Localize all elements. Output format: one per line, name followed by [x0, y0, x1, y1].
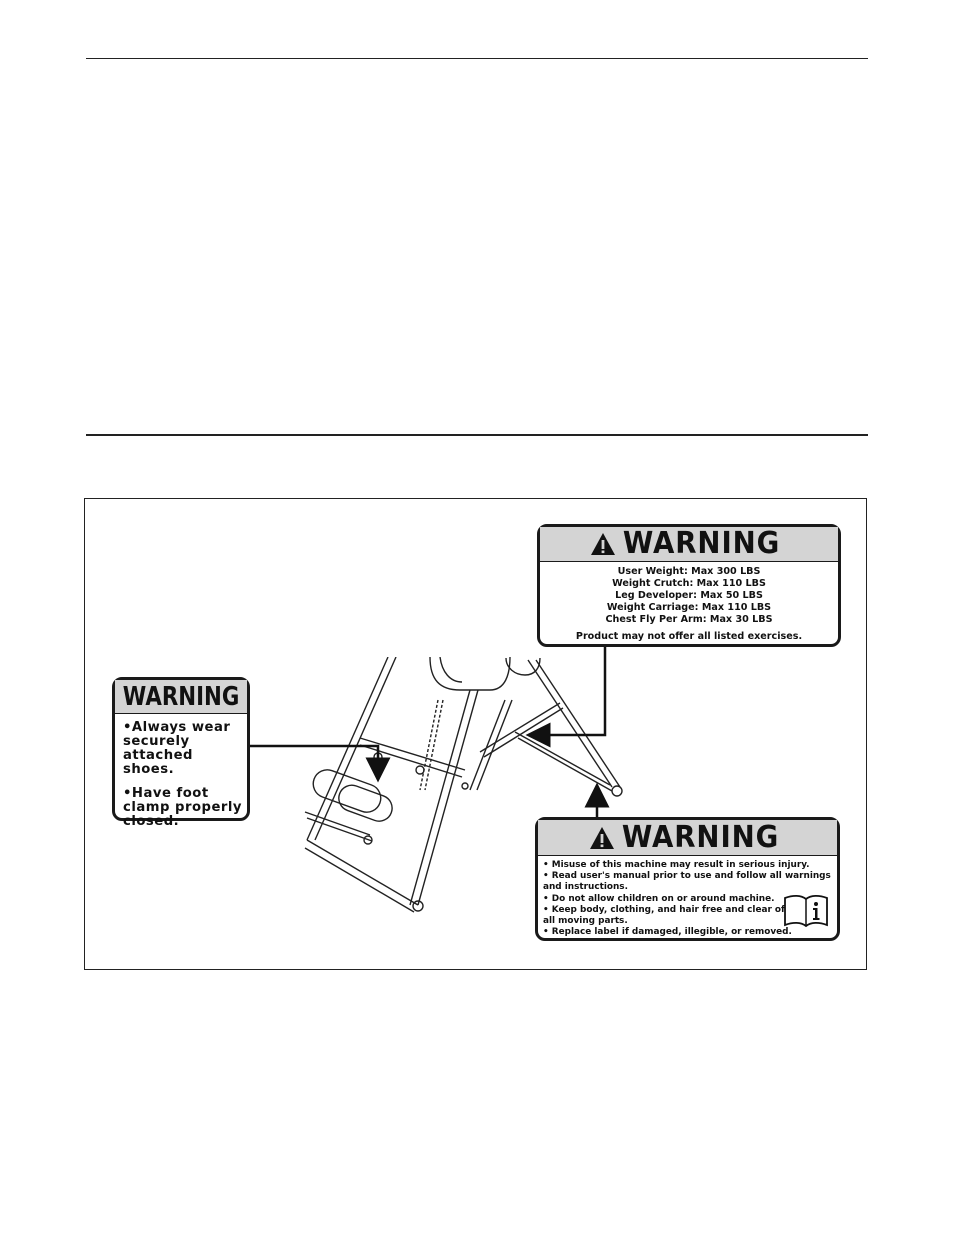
warning-triangle-icon	[590, 532, 616, 556]
warning-heading: WARNING	[623, 526, 781, 561]
list-item: • Read user's manual prior to use and follow all warnings and instructions.	[543, 871, 831, 893]
info-book-icon	[783, 894, 829, 928]
list-item: Weight Crutch: Max 110 LBS	[612, 578, 766, 589]
warning-triangle-icon	[589, 826, 615, 850]
list-item: Leg Developer: Max 50 LBS	[615, 590, 763, 601]
list-item: User Weight: Max 300 LBS	[617, 566, 761, 577]
shoes-warning-list	[123, 721, 247, 829]
general-warning-label	[535, 817, 840, 941]
weight-limit-list	[540, 566, 838, 626]
label-header	[538, 820, 837, 856]
list-item: • Keep body, clothing, and hair free and clear of all moving parts.	[543, 904, 785, 927]
shoes-warning-label	[112, 677, 250, 829]
list-item: Weight Carriage: Max 110 LBS	[606, 602, 772, 613]
list-item: • Replace label if damaged, illegible, or removed.	[543, 927, 792, 938]
label-header	[540, 527, 838, 562]
weight-limit-warning-label	[537, 524, 841, 647]
label-header	[115, 680, 247, 714]
list-item: •Always wear securely attached shoes.	[123, 720, 231, 777]
exercise-note: Product may not offer all listed exercises.	[575, 631, 803, 642]
list-item: • Do not allow children on or around machine.	[543, 893, 775, 904]
list-item: • Misuse of this machine may result in serious injury.	[543, 860, 810, 870]
warning-heading: WARNING	[122, 681, 240, 712]
list-item: Chest Fly Per Arm: Max 30 LBS	[605, 614, 773, 625]
warning-heading: WARNING	[621, 819, 780, 855]
list-item: •Have foot clamp properly closed.	[123, 786, 243, 829]
